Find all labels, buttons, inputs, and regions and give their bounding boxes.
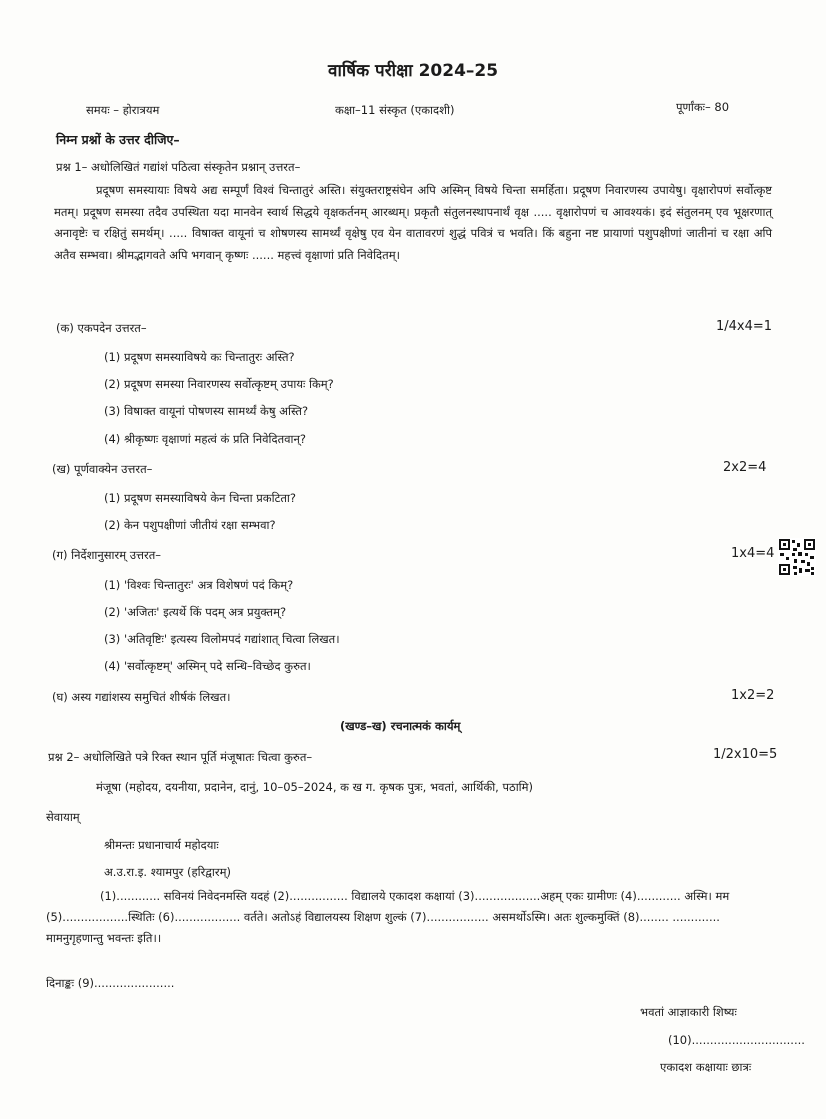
general-instruction: निम्न प्रश्नों के उत्तर दीजिए– [56,132,180,147]
letter-salutation: सेवायाम् [46,810,80,824]
letter-body: (1)............ सविनयं निवेदनमस्ति यदहं (2)................ विद्यालये एकादश कक्षायां (3)..................अहम् एकः ग्रामीणः (4)............ अस्मि। मम (5)..................स्थितिः (6).................. वर्तते। अतोऽहं विद्यालयस्य शिक्षण शुल्कं (7)................. असमर्थोऽस्मि। अतः शुल्कमुक्तिं (8)........ ............. मामनुगृहणान्तु भवन्तः इति।। [46,889,730,945]
section-kha-item-2: (2) केन पशुपक्षीणां जीतीयं रक्षा सम्भवा? [104,518,276,532]
section-ga-item-3: (3) 'अतिवृष्टिः' इत्यस्य विलोमपदं गद्यांशात् चित्वा लिखत। [104,632,340,646]
section-ga-label: (ग) निर्देशानुसारम् उत्तरत– [52,548,161,562]
section-ga-item-2: (2) 'अजितः' इत्यर्थे किं पदम् अत्र प्रयुक्तम्? [104,605,287,619]
q2-heading: प्रश्न 2– अधोलिखिते पत्रे रिक्त स्थान पूर्ति मंजूषातः चित्वा कुरुत– [48,750,313,764]
letter-addressee-1: श्रीमन्तः प्रधानाचार्य महोदयाः [104,838,219,852]
qr-code [778,538,816,576]
max-marks: पूर्णांकः– 80 [676,100,730,114]
section-gha-label: (घ) अस्य गद्यांशस्य समुचितं शीर्षकं लिखत। [52,690,231,704]
section-ka-item-3: (3) विषाक्त वायूनां पोषणस्य सामर्थ्यं केषु अस्ति? [104,404,309,418]
manjusha-word-box: मंजूषा (महोदय, दयनीया, प्रदानेन, दानुं, 10–05–2024, क ख ग. कृषक पुत्रः, भवतां, आर्थिकी, पठामि) [96,780,534,794]
letter-addressee-2: अ.उ.रा.इ. श्यामपुर (हरिद्वारम्) [104,865,231,879]
section-gha-marks: 1x2=2 [731,688,775,703]
section-kha-item-1: (1) प्रदूषण समस्याविषये केन चिन्ता प्रकटिता? [104,491,296,505]
letter-blank-10: (10)............................... [668,1033,805,1047]
class-subject: कक्षा–11 संस्कृत (एकादशी) [335,103,455,117]
section-b-heading: (खण्ड–ख) रचनात्मकं कार्यम् [340,719,461,733]
letter-sign-class: एकादश कक्षायाः छात्रः [660,1060,752,1074]
letter-closing: भवतां आज्ञाकारी शिष्यः [640,1005,737,1019]
section-ga-marks: 1x4=4 [731,546,775,561]
section-ka-item-2: (2) प्रदूषण समस्या निवारणस्य सर्वोत्कृष्टम् उपायः किम्? [104,377,334,391]
time-allowed: समयः – होरात्रयम [86,103,160,117]
q2-marks: 1/2x10=5 [713,747,778,762]
section-ka-item-4: (4) श्रीकृष्णः वृक्षाणां महत्वं कं प्रति निवेदितवान्? [104,432,307,446]
q1-passage: प्रदूषण समस्यायाः विषये अद्य सम्पूर्णं विश्वं चिन्तातुरं अस्ति। संयुक्तराष्ट्रसंघेन अपि अस्मिन् विषये चिन्ता समर्हिता। प्रदूषण निवारणस्य उपायेषु। वृक्षारोपणं सर्वोत्कृष्ट मतम्। प्रदूषण समस्या तदैव उपस्थिता यदा मानवेन स्वार्थ सिद्धये वृक्षकर्तनम् आरब्धम्। प्रकृतौ संतुलनस्थापनार्थं वृक्ष ..... वृक्षारोपणं च आवश्यकं। इदं संतुलनम् एव भूक्षरणात् अनावृष्टेः च रक्षितुं समर्थम्। ..... विषाक्त वायूनां च शोषणस्य सामर्थ्यं वृक्षेषु एव येन वातावरणं शुद्धं पवित्रं च भवति। किं बहुना नष्ट प्रायाणां पशुपक्षीणां जातीनां च रक्षा अपि अतैव सम्भवा। श्रीमद्भागवते अपि भगवान् कृष्णः ...... महत्त्वं वृक्षाणां प्रति निवेदितम्। [54,183,772,262]
page-title: वार्षिक परीक्षा 2024–25 [328,61,499,81]
letter-date-line: दिनाङ्कः (9)...................... [46,976,175,990]
section-ka-item-1: (1) प्रदूषण समस्याविषये कः चिन्तातुरः अस्ति? [104,350,295,364]
section-kha-label: (ख) पूर्णवाक्येन उत्तरत– [52,462,153,476]
section-kha-marks: 2x2=4 [723,460,767,475]
section-ga-item-1: (1) 'विश्वः चिन्तातुरः' अत्र विशेषणं पदं किम्? [104,578,294,592]
section-ka-marks: 1/4x4=1 [716,319,773,334]
q1-heading: प्रश्न 1– अधोलिखितं गद्यांशं पठित्वा संस्कृतेन प्रश्नान् उत्तरत– [56,160,301,174]
section-ka-label: (क) एकपदेन उत्तरत– [56,321,147,335]
section-ga-item-4: (4) 'सर्वोत्कृष्टम्' अस्मिन् पदे सन्धि–विच्छेद कुरुत। [104,659,311,673]
